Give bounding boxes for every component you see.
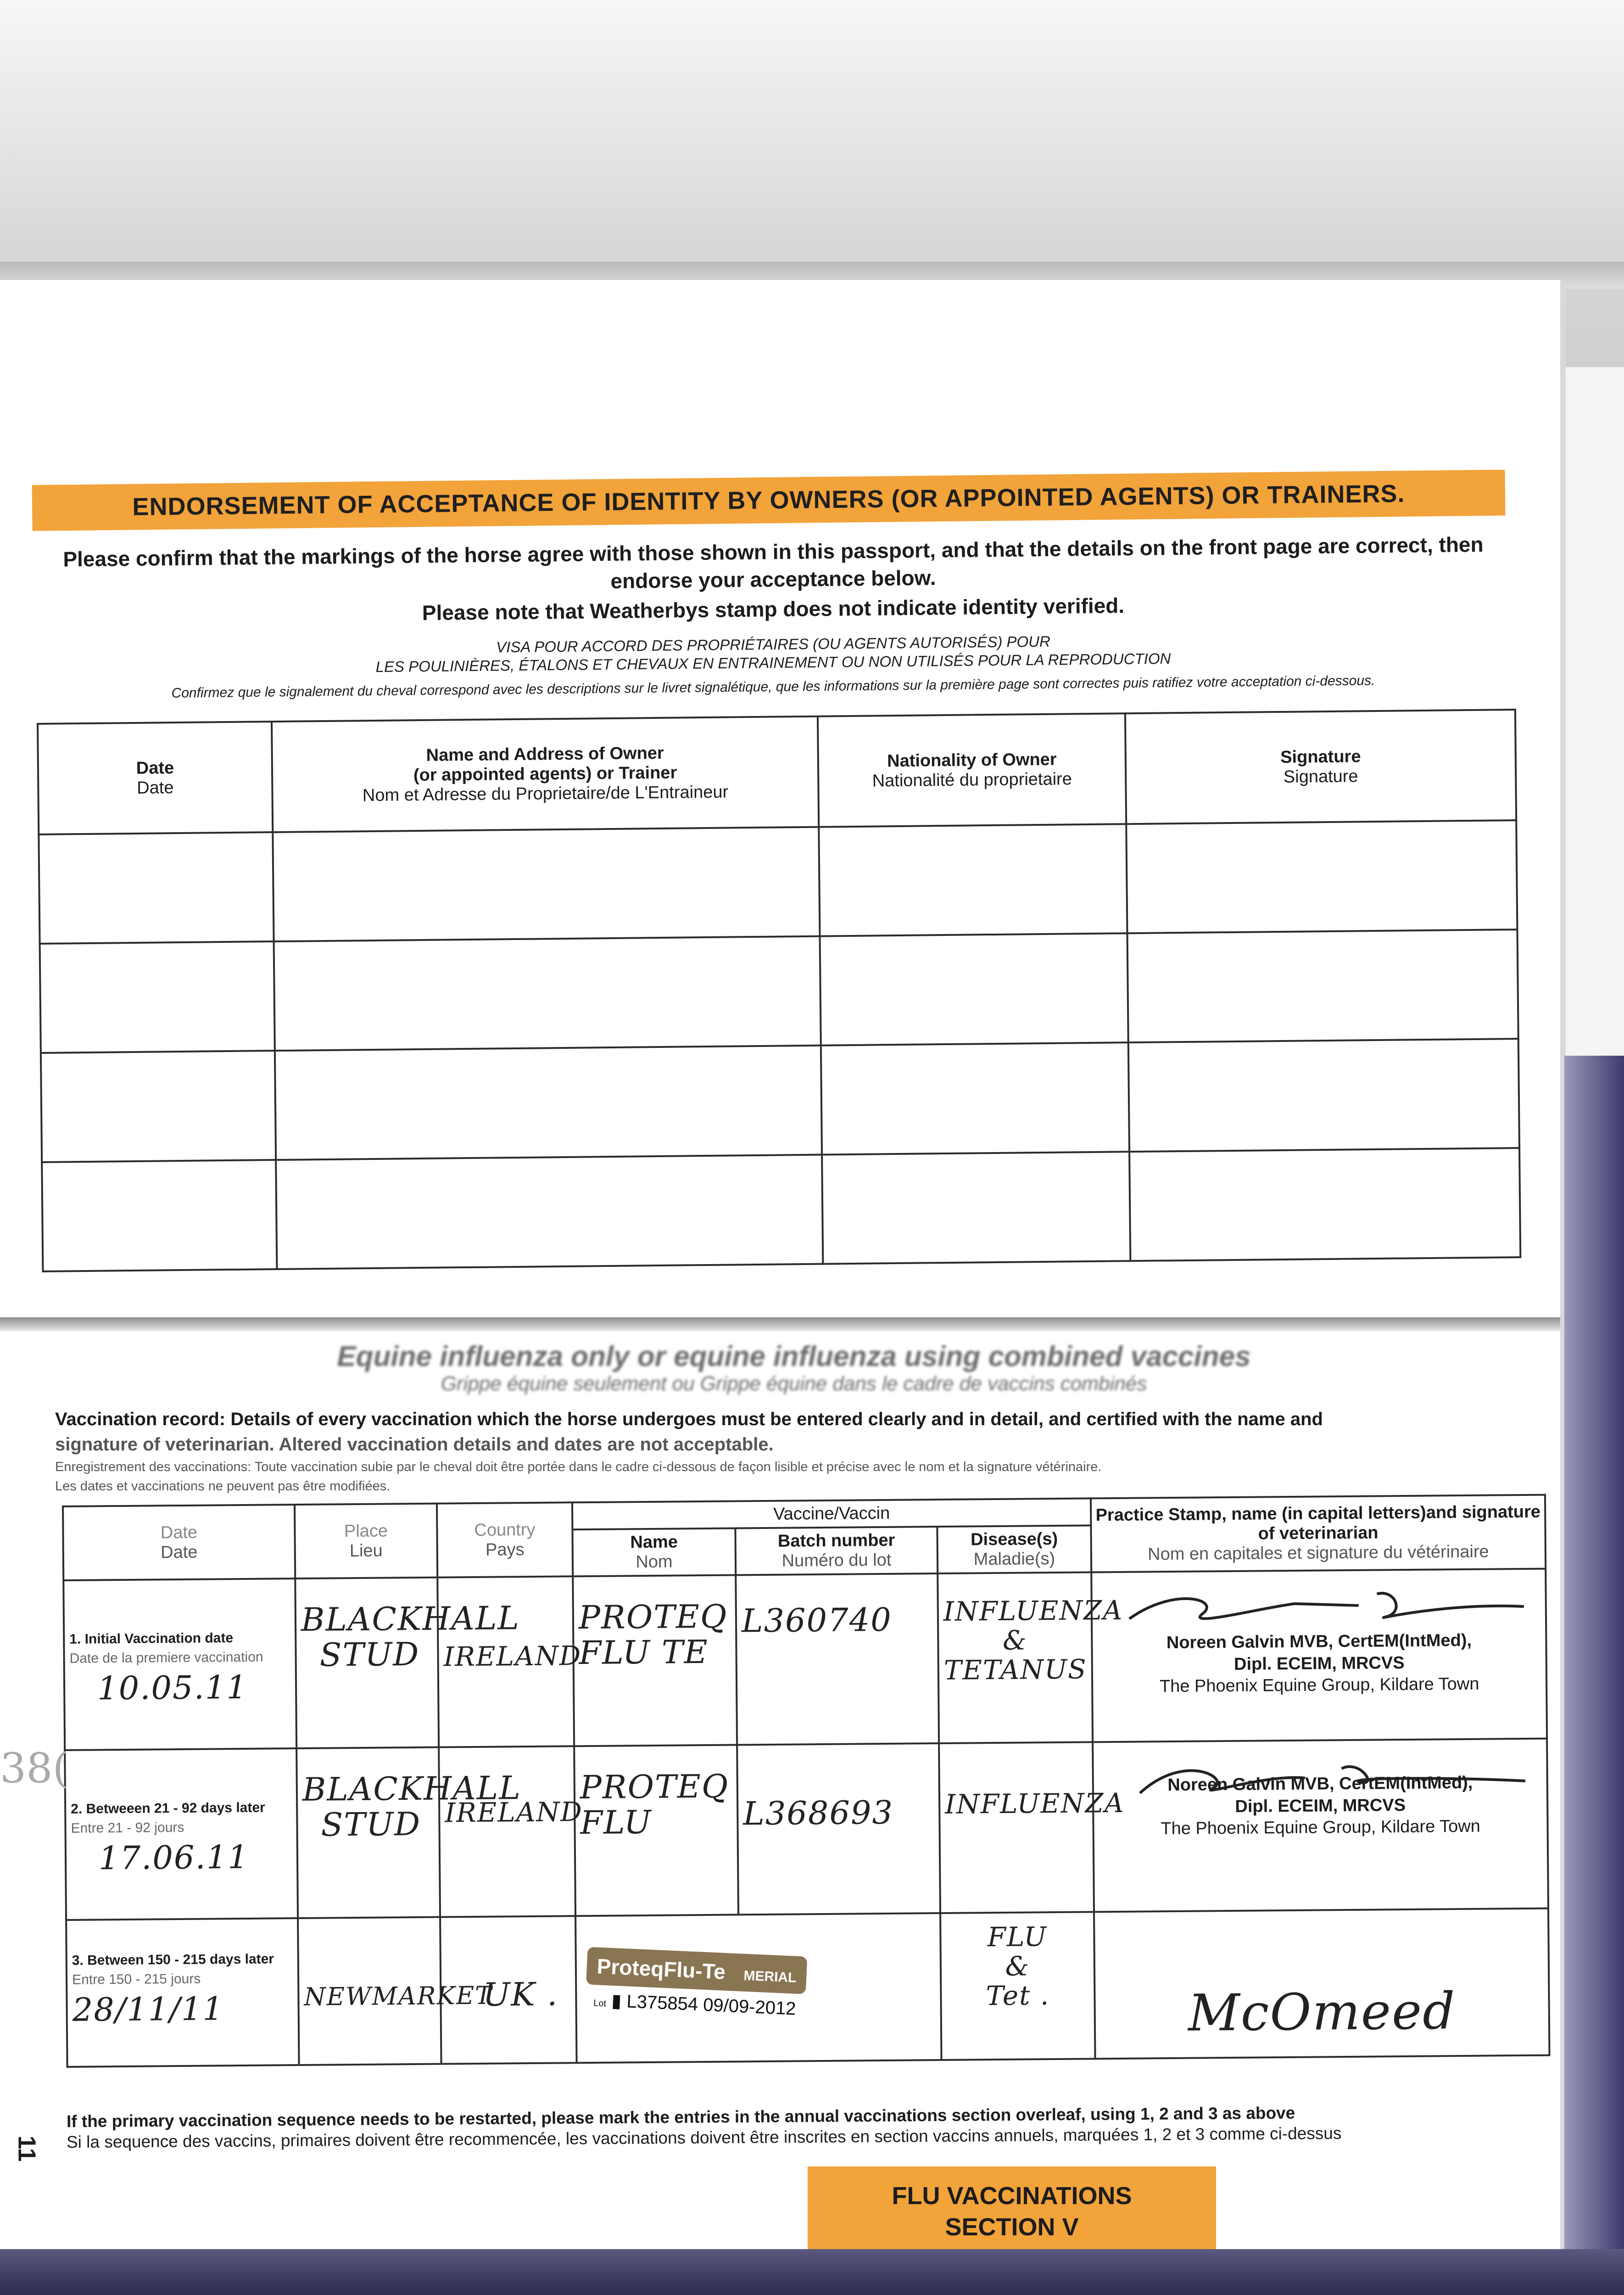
handwritten-batch: L360740 <box>741 1601 893 1640</box>
owner-table-header <box>38 710 1516 834</box>
section-v-title: Equine influenza only or equine influenza using combined vaccines <box>337 1341 1251 1372</box>
owner-nationality-cell[interactable] <box>822 1152 1130 1264</box>
vet-signature <box>1120 1579 1533 1637</box>
vacc-country-cell[interactable] <box>437 1576 582 1747</box>
owner-signature-cell[interactable] <box>1128 1039 1519 1152</box>
owner-date-cell[interactable] <box>40 941 275 1053</box>
owner-row <box>42 1148 1520 1271</box>
vacc-country-cell[interactable] <box>439 1746 583 1917</box>
owner-signature-cell[interactable] <box>1126 820 1517 933</box>
handwritten-disease: Tet . <box>986 1979 1050 2011</box>
owner-name-cell[interactable] <box>274 936 821 1051</box>
footer-section: SECTION V <box>945 2213 1079 2241</box>
owner-nationality-header: Nationality of Owner Nationalité du proprietaire <box>818 713 1126 827</box>
handwritten-country: UK . <box>483 1975 558 2014</box>
sticker-maker: MERIAL <box>743 1968 797 1986</box>
restart-instruction-french: Si la sequence des vaccins, primaires doivent être recommencée, les vaccinations doivent être inscrites en section vaccins annuels, marquées 1, 2 et 3 comme ci-dessus <box>66 2123 1342 2152</box>
vaccination-record-french-2: Les dates et vaccinations ne peuvent pas être modifiées. <box>55 1479 391 1494</box>
sticker-lot-prefix: Lot <box>593 1998 607 2009</box>
disease-cell[interactable] <box>938 1572 1123 1743</box>
vacc-country-header: Country Pays <box>437 1502 573 1577</box>
owner-signature-cell[interactable] <box>1129 1148 1520 1261</box>
owner-name-header: Name and Address of Owner (or appointed agents) or Trainer Nom et Adresse du Proprietaire/de L'Entraineur <box>272 716 819 832</box>
cover-edge <box>1564 1056 1624 2295</box>
cover-bottom-edge <box>0 2249 1624 2295</box>
vaccine-name-cell[interactable] <box>573 1575 737 1746</box>
endorsement-banner: ENDORSEMENT OF ACCEPTANCE OF IDENTITY BY OWNERS (OR APPOINTED AGENTS) OR TRAINERS. <box>32 470 1506 531</box>
vacc-place-header: Place Lieu <box>295 1504 437 1579</box>
page-fold <box>0 1317 1560 1331</box>
vaccination-table <box>62 1494 1551 2068</box>
handwritten-date: 17.06.11 <box>98 1838 250 1877</box>
endorsement-instruction-1: Please confirm that the markings of the horse agree with those shown in this passport, and that the details on the front page are correct, then <box>63 532 1484 571</box>
owner-nationality-cell[interactable] <box>821 1042 1129 1154</box>
vet-stamp: Noreen Galvin MVB, CertEM(IntMed), Dipl. ECEIM, MRCVS The Phoenix Equine Group, Kildare Town <box>1159 1630 1479 1696</box>
vaccination-record-french-1: Enregistrement des vaccinations: Toute vaccination subie par le cheval doit être portée dans le cadre ci-dessous de façon lisible et précise avec le nom et la signature vétérinaire. <box>55 1460 1102 1474</box>
owner-name-cell[interactable] <box>276 1155 823 1269</box>
owner-signature-header: Signature Signature <box>1125 710 1516 824</box>
vaccination-record-instruction-2: signature of veterinarian. Altered vaccination details and dates are not acceptable. <box>55 1434 774 1455</box>
owner-date-cell[interactable] <box>42 1160 277 1271</box>
vacc-date-cell[interactable]: 1. Initial Vaccination date Date de la premiere vaccination 10.05.11 <box>63 1579 296 1750</box>
sticker-product: ProteqFlu-Te <box>596 1954 726 1984</box>
handwritten-vaccine: PROTEQ <box>578 1597 728 1637</box>
handwritten-batch: L368693 <box>742 1793 894 1833</box>
handwritten-place: BLACKHALL <box>301 1599 520 1639</box>
endorsement-french-1: VISA POUR ACCORD DES PROPRIÉTAIRES (OU AGENTS AUTORISÉS) POUR <box>496 633 1051 656</box>
owner-date-cell[interactable] <box>39 832 273 944</box>
section-footer-tab <box>808 2166 1216 2258</box>
vacc-country-cell[interactable] <box>440 1916 577 2064</box>
vacc-date-cell[interactable]: 3. Between 150 - 215 days later Entre 150 - 215 jours 28/11/11 <box>66 1918 299 2067</box>
vacc-date-header: Date Date <box>63 1505 295 1580</box>
disease-cell[interactable] <box>939 1742 1125 1913</box>
handwritten-country: IRELAND <box>445 1796 583 1829</box>
handwritten-vaccine: PROTEQ <box>580 1767 729 1807</box>
owner-signature-cell[interactable] <box>1127 929 1518 1042</box>
owner-endorsement-table <box>37 709 1521 1272</box>
handwritten-vaccine: FLU <box>580 1803 653 1842</box>
owner-name-cell[interactable] <box>273 827 820 941</box>
handwritten-disease: INFLUENZA <box>944 1787 1125 1820</box>
handwritten-disease: INFLUENZA <box>943 1594 1123 1627</box>
endorsement-note: Please note that Weatherbys stamp does not indicate identity verified. <box>422 593 1125 625</box>
vet-signature <box>1121 1749 1535 1807</box>
vet-stamp-cell[interactable] <box>1093 1739 1548 1912</box>
vaccine-label-cell[interactable] <box>575 1913 941 2063</box>
section-v-title-french: Grippe équine seulement ou Grippe équine dans le cadre de vaccins combinés <box>441 1372 1147 1395</box>
owner-row <box>40 929 1518 1053</box>
handwritten-place: STUD <box>321 1805 421 1844</box>
batch-number-cell[interactable] <box>736 1573 939 1745</box>
handwritten-date: 10.05.11 <box>97 1668 248 1707</box>
owner-nationality-cell[interactable] <box>820 933 1128 1045</box>
vet-stamp-cell[interactable] <box>1094 1909 1549 2059</box>
vaccination-record-instruction-1: Vaccination record: Details of every vaccination which the horse undergoes must be entered clearly and in detail, and certified with the name and <box>55 1409 1323 1429</box>
batch-number-cell[interactable] <box>737 1743 940 1914</box>
vaccine-name-cell[interactable] <box>574 1745 738 1916</box>
handwritten-place: BLACKHALL <box>302 1769 522 1808</box>
handwritten-place: STUD <box>319 1635 420 1674</box>
handwritten-date: 28/11/11 <box>72 1990 224 2029</box>
endorsement-instruction-2: endorse your acceptance below. <box>610 565 936 593</box>
owner-nationality-cell[interactable] <box>819 824 1127 936</box>
handwritten-disease: TETANUS <box>943 1653 1087 1686</box>
vaccine-group-header: Vaccine/Vaccin <box>572 1498 1091 1529</box>
handwritten-country: IRELAND <box>443 1640 582 1673</box>
vaccination-row-1 <box>63 1569 1547 1750</box>
vaccine-sticker: ProteqFlu-Te MERIAL Lot ▮ L375854 09/09-2012 <box>585 1947 844 2024</box>
vacc-place-cell[interactable] <box>298 1917 493 2065</box>
footer-title: FLU VACCINATIONS <box>892 2182 1132 2210</box>
page-number: 11 <box>13 2135 41 2162</box>
restart-instruction: If the primary vaccination sequence needs to be restarted, please mark the entries in the annual vaccinations section overleaf, using 1, 2 and 3 as above <box>66 2103 1295 2131</box>
sticker-lot: L375854 09/09-2012 <box>626 1991 797 2019</box>
owner-name-cell[interactable] <box>275 1046 822 1160</box>
handwritten-disease: FLU <box>987 1921 1048 1953</box>
vet-signature: McOmeed <box>1188 1982 1456 2043</box>
endorsement-french-3: Confirmez que le signalement du cheval correspond avec les descriptions sur le livret signalétique, que les informations sur la première page sont correctes puis ratifiez votre acceptation ci-dessous. <box>171 673 1375 701</box>
vet-stamp-header: Practice Stamp, name (in capital letters)and signature of veterinarian Nom en capitales et signature du vétérinaire <box>1091 1495 1546 1573</box>
vaccination-row-3 <box>66 1909 1549 2067</box>
vet-stamp-cell[interactable] <box>1091 1569 1547 1742</box>
vet-stamp: Noreen Galvin MVB, CertEM(IntMed), Dipl. ECEIM, MRCVS The Phoenix Equine Group, Kildare Town <box>1161 1773 1480 1839</box>
disease-cell[interactable] <box>940 1912 1095 2060</box>
endorsement-french-2: LES POULINIÈRES, ÉTALONS ET CHEVAUX EN ENTRAINEMENT OU NON UTILISÉS POUR LA REPRODUCTION <box>375 649 1171 676</box>
owner-row <box>39 820 1517 944</box>
disease-header: Disease(s) Maladie(s) <box>937 1525 1091 1573</box>
vaccination-row-2 <box>65 1739 1548 1920</box>
handwritten-vaccine: FLU TE <box>579 1633 709 1672</box>
handwritten-disease: & <box>1002 1624 1027 1656</box>
owner-row <box>41 1039 1519 1162</box>
owner-date-cell[interactable] <box>41 1051 276 1162</box>
handwritten-place: NEWMARKET <box>304 1981 493 2011</box>
margin-note: 38( <box>0 1744 69 1792</box>
vacc-date-cell[interactable]: 2. Betweeen 21 - 92 days later Entre 21 - 92 jours 17.06.11 <box>65 1748 298 1920</box>
vaccine-name-header: Name Nom <box>572 1528 736 1576</box>
handwritten-disease: & <box>1005 1950 1030 1982</box>
owner-date-header: Date Date <box>38 722 273 834</box>
batch-number-header: Batch number Numéro du lot <box>735 1527 938 1575</box>
